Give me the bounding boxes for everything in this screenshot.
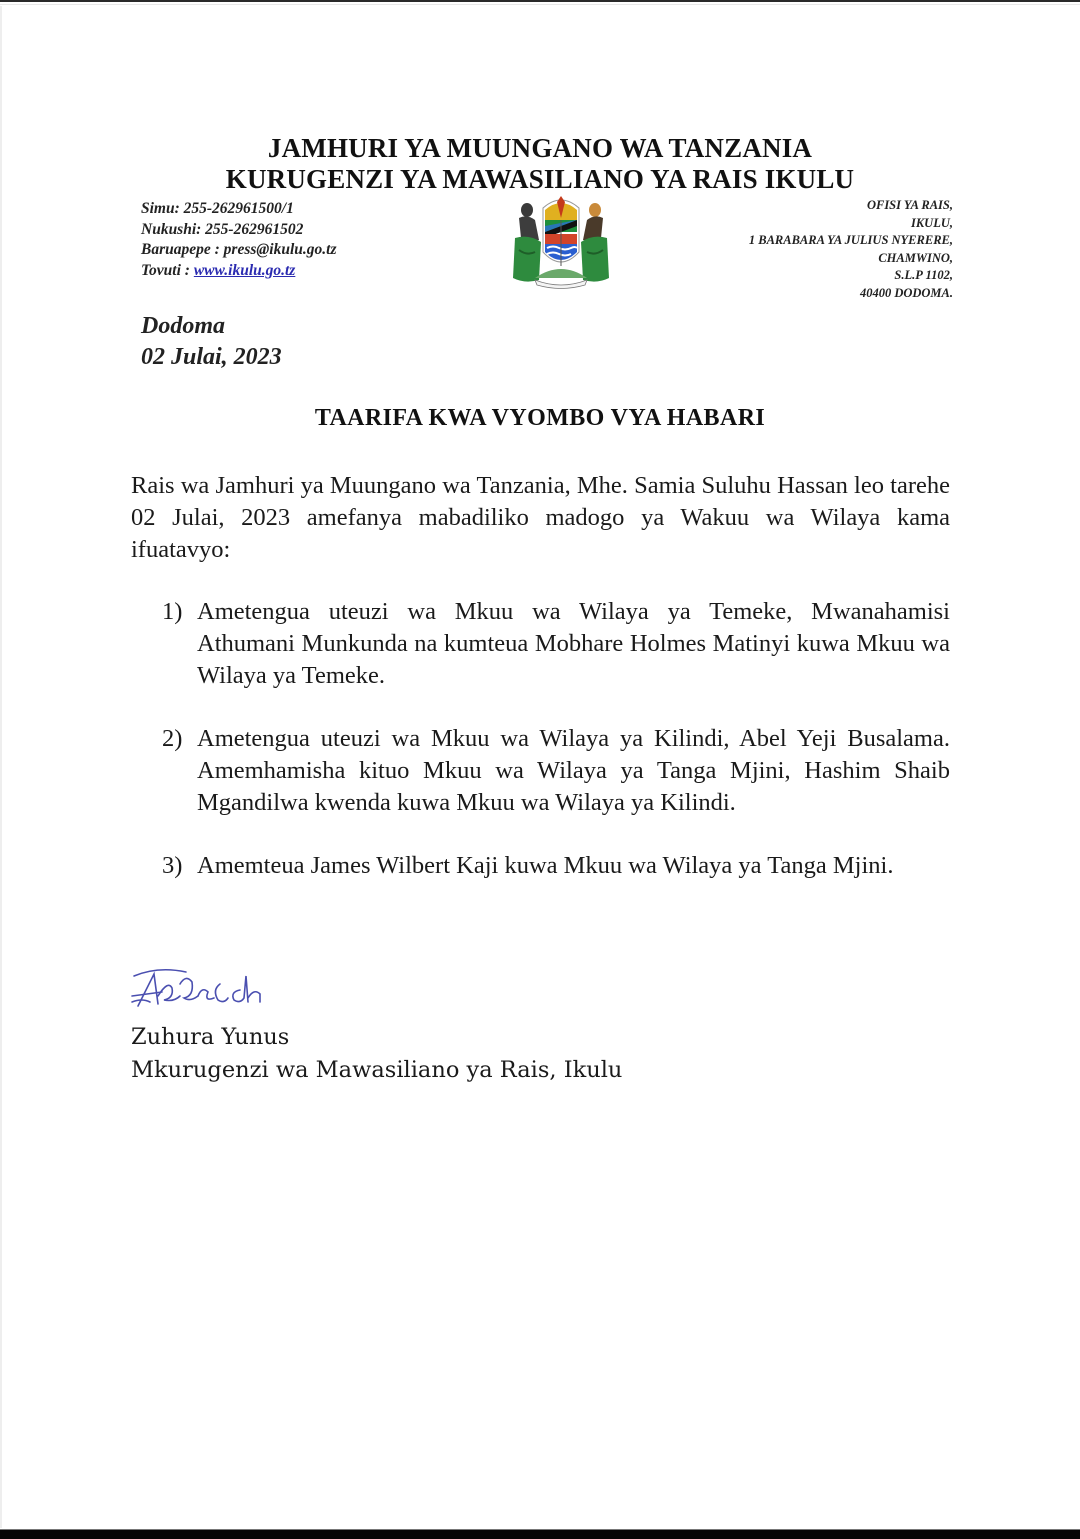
contact-info <box>141 199 336 281</box>
tanzania-coat-of-arms-icon <box>505 190 617 292</box>
address-line: 40400 DODOMA. <box>859 285 953 300</box>
address-line: CHAMWINO, <box>878 250 953 265</box>
list-item-text: Ametengua uteuzi wa Mkuu wa Wilaya ya Temeke, Mwanahamisi Athumani Munkunda na kumteua Mobhare Holmes Matinyi kuwa Mkuu wa Wilaya ya Temeke. <box>197 598 950 689</box>
office-address <box>749 197 953 303</box>
numbered-list <box>131 596 950 913</box>
title-line1-text: JAMHURI YA MUUNGANO WA TANZANIA <box>267 133 813 163</box>
intro-paragraph: Rais wa Jamhuri ya Muungano wa Tanzania, Mhe. Samia Suluhu Hassan leo tarehe 02 Julai, 2023 amefanya mabadiliko madogo ya Wakuu wa Wilaya kama ifuatavyo: <box>131 472 950 563</box>
email-text: Baruapepe : press@ikulu.go.tz <box>141 241 337 258</box>
list-item-number: 3) <box>162 852 183 879</box>
place-date-block <box>141 311 282 373</box>
top-border-line <box>0 4 1080 5</box>
signer-title: Mkurugenzi wa Mawasiliano ya Rais, Ikulu <box>131 1057 623 1083</box>
place-text: Dodoma <box>141 313 225 339</box>
list-item-text: Ametengua uteuzi wa Mkuu wa Wilaya ya Kilindi, Abel Yeji Busalama. Amemhamisha kituo Mkuu wa Wilaya ya Tanga Mjini, Hashim Shaib Mgandilwa kwenda kuwa Mkuu wa Wilaya ya Kilindi. <box>197 725 950 816</box>
date-text: 02 Julai, 2023 <box>141 344 282 370</box>
address-line: S.L.P 1102, <box>894 268 953 283</box>
list-item-number: 1) <box>162 598 183 625</box>
website-link[interactable]: www.ikulu.go.tz <box>193 261 296 279</box>
list-item-text: Amemteua James Wilbert Kaji kuwa Mkuu wa Wilaya ya Tanga Mjini. <box>197 852 894 879</box>
list-item <box>131 596 950 692</box>
website-label: Tovuti : <box>141 261 194 279</box>
list-item-number: 2) <box>162 725 183 752</box>
top-border <box>0 0 1080 2</box>
phone-text: Simu: 255-262961500/1 <box>141 200 294 217</box>
address-line: OFISI YA RAIS, <box>866 198 953 212</box>
heading-text: TAARIFA KWA VYOMBO VYA HABARI <box>314 405 766 431</box>
list-item <box>131 850 950 882</box>
signer-name: Zuhura Yunus <box>131 1024 290 1050</box>
website-line <box>141 261 336 282</box>
document-heading <box>0 405 1080 432</box>
left-edge <box>0 6 2 1528</box>
letterhead-title-line1 <box>0 133 1080 164</box>
address-line: IKULU, <box>910 215 953 230</box>
address-line: 1 BARABARA YA JULIUS NYERERE, <box>748 233 953 248</box>
fax-text: Nukushi: 255-262961502 <box>141 220 304 238</box>
list-item <box>131 723 950 819</box>
signature-icon <box>128 962 268 1017</box>
title-line2-text: KURUGENZI YA MAWASILIANO YA RAIS IKULU <box>225 164 855 194</box>
signer-block <box>131 1021 622 1087</box>
